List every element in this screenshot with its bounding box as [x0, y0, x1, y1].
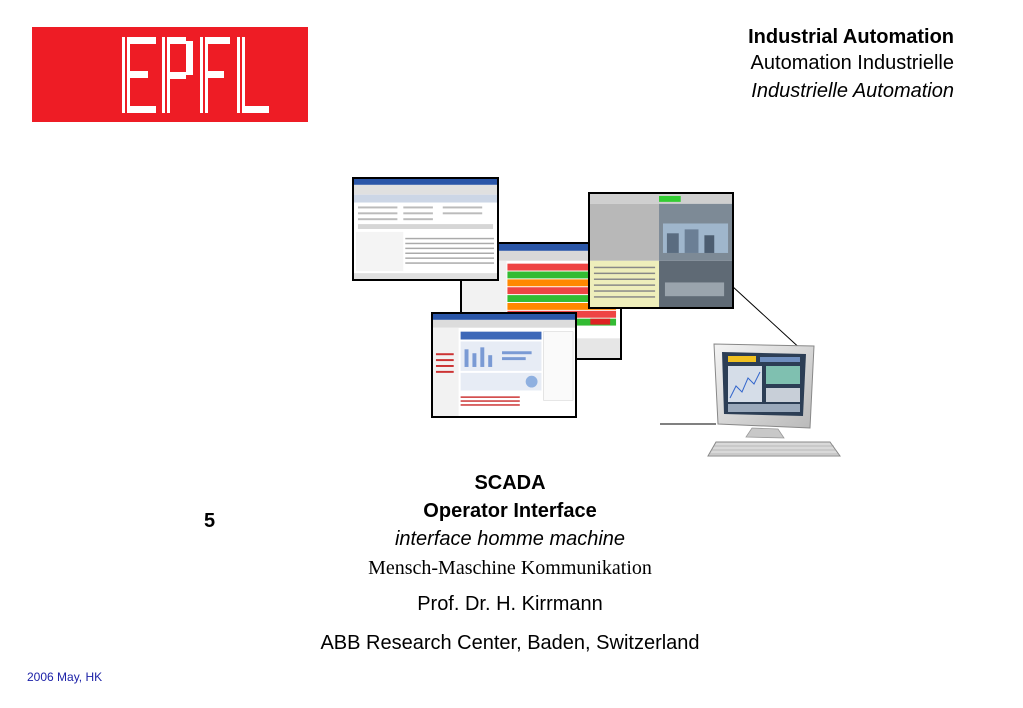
- slide-number: 5: [204, 510, 216, 532]
- title-line-french: interface homme machine: [394, 528, 626, 550]
- monitor-illustration: [700, 342, 842, 464]
- title-line-german: Mensch-Maschine Kommunikation: [368, 557, 652, 579]
- process-display-screen: [588, 192, 734, 309]
- epfl-logo: [32, 27, 308, 122]
- affiliation: ABB Research Center, Baden, Switzerland: [320, 632, 700, 654]
- title-line-operator-interface: Operator Interface: [423, 500, 597, 522]
- header-titles: [748, 24, 954, 106]
- author-name: Prof. Dr. H. Kirrmann: [417, 593, 603, 615]
- web-portal-screen: [352, 177, 499, 281]
- footer-date: 2006 May, HK: [27, 670, 103, 684]
- header-line-1: Industrial Automation: [748, 26, 954, 48]
- header-line-3: Industrielle Automation: [751, 80, 954, 102]
- title-line-scada: SCADA: [474, 472, 546, 494]
- header-line-2: Automation Industrielle: [750, 52, 954, 74]
- epfl-logo-mark: [32, 27, 308, 122]
- dashboard-screen: [431, 312, 577, 418]
